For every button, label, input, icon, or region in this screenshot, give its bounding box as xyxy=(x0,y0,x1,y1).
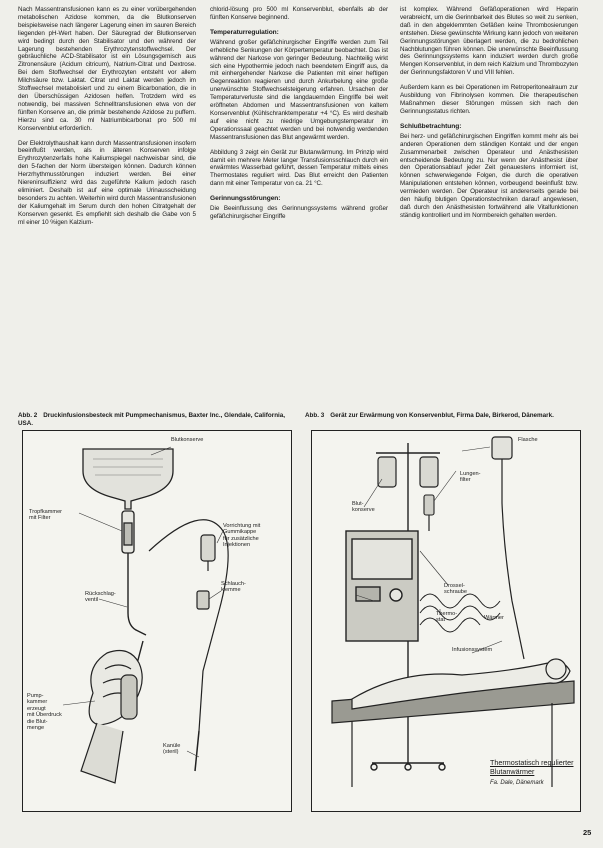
text-column-1 xyxy=(18,6,196,233)
section-heading-temperature: Temperaturregulation: xyxy=(210,28,279,36)
paragraph: ist komplex. Während Gefäßoperationen wird Heparin verabreicht, um die Gerinnbarkeit des Blutes so weit zu senken, daß in den abgeklemmten Gefäßen keine Thrombosierungen entstehen. Diese gewünschte Wirkung kann jedoch von weiteren Gerinnungsstörungen überlagert werden, die zu bedrohlichen Nachblutungen führen können. Die unerwünschte Beeinflussung des Gerinnungssystems kann induziert werden durch große Mengen Konservenblut, in dem reich Kalzium und Thrombozyten der Gerinnungsfaktoren V und VIII fehlen. xyxy=(400,6,578,77)
patient-icon xyxy=(332,659,574,723)
figure-2-illustration xyxy=(22,430,292,812)
figure-number: Abb. 2 xyxy=(18,412,38,419)
figure-number: Abb. 3 xyxy=(305,412,325,419)
label-injection-port: Vorrichtung mit Gummikappe für zusätzliche Injektionen xyxy=(223,523,261,549)
drip-chamber-icon xyxy=(122,511,134,553)
warmer-inset-model: Fa. Dale, Dänemark xyxy=(490,780,544,786)
paragraph: chlorid-lösung pro 500 ml Konservenblut, ebenfalls ab der fünften Konserve beginnend. xyxy=(210,6,388,21)
paragraph: Außerdem kann es bei Operationen im Retroperitonealraum zur Ausbildung von Fibrinolysen kommen. Die therapeutischen Maßnahmen dieser Störungen müssen sich nach den Gerinnungsstatus richten. xyxy=(400,84,578,115)
label-cannula: Kanüle (steril) xyxy=(163,743,181,756)
section-heading-conclusion: Schlußbetrachtung: xyxy=(400,122,462,130)
text-column-3 xyxy=(400,6,578,227)
roller-clamp-icon xyxy=(197,591,209,609)
figure-3-caption xyxy=(305,412,575,420)
label-blood-bag: Blutkonserve xyxy=(171,437,204,443)
paragraph: Die Beeinflussung des Gerinnungssystems während großer gefäßchirurgischer Eingriffe xyxy=(210,205,388,221)
figure-3-illustration xyxy=(311,430,581,812)
label-clamp: Schlauch- klemme xyxy=(221,581,246,594)
paragraph: Während großer gefäßchirurgischer Eingriffe werden zum Teil erhebliche Senkungen der Körpertemperatur beobachtet. Das ist während der Narkose von geringer Bedeutung. Nachteilig wirkt sich eine Hypothermie jedoch nach beendetem Eingriff aus, da mit einhergehender Narkose die Patienten mit einer heftigen Gegenreaktion reagieren und durch Ankurbelung eine große unerwünschte Stoffwechselsteigerung erfahren. Ursachen der Temperaturverluste sind die langdauernden Eingriffe bei weit eröffneten Abdomen und Massentransfusionen von kaltem Konservenblut (Kühlschranktemperatur +4 °C). Es wird deshalb auf eine nicht zu niedrige Umgebungstemperatur im Operationssaal geachtet werden und bei notwendig werdenden Massentransfusionen das Blut angewärmt werden. xyxy=(210,38,388,141)
paragraph: Nach Massentransfusionen kann es zu einer vorübergehenden metabolischen Azidose kommen, da die Blutkonserven beispielsweise nach längerer Lagerung einen im sauren Bereich liegenden pH-Wert haben. Der Säuregrad der Blutkonserven wird bedingt durch den Stabilisator und den während der Lagerung bestehenden Erythrozytenstoffwechsel. Der gebräuchliche ACD-Stabilisator ist ein Lösungsgemisch aus Zitronensäure (Acidum citricum), Natrium-Citrat und Dextrose. Bei dem Stoffwechsel der Erythrozyten entsteht vor allem Milchsäure bzw. Laktat. Citrat und Laktat werden jedoch im Stoffwechsel metabolisiert und zu einem Bicarbonation, die in den Überschüssigen Azidosen helfen. Trotzdem wird es notwendig, bei massiven Schnelltransfusionen etwa von der fünften Konserve an, die primär bestehende Azidose zu puffern. Hierzu sind ca. 30 ml Natriumbicarbonat pro 500 ml Konservenblut erforderlich. xyxy=(18,6,196,132)
needle-icon xyxy=(195,731,199,771)
blood-bottle-icon xyxy=(378,437,512,487)
injection-port-icon xyxy=(201,535,215,571)
figure-2-caption xyxy=(18,412,288,428)
lung-filter-icon xyxy=(424,495,434,515)
label-warmer: Wärmer xyxy=(484,615,504,621)
blood-bag-icon xyxy=(83,449,173,509)
caption-text: Druckinfusionsbesteck mit Pumpmechanismus, Baxter Inc., Glendale, California, USA. xyxy=(18,412,286,427)
label-lung-filter: Lungen- filter xyxy=(460,471,481,484)
section-heading-coagulation: Gerinnungsstörungen: xyxy=(210,195,281,203)
label-throttle-screw: Drossel- schraube xyxy=(444,583,468,596)
page-number: 25 xyxy=(583,828,592,837)
warmer-inset-title: Thermostatisch regulierter Blutanwärmer xyxy=(490,758,574,776)
paragraph: Abbildung 3 zeigt ein Gerät zur Blutanwärmung. Im Prinzip wird damit ein mehrere Meter langer Transfusionsschlauch durch ein erwärmtes Wasserbad geführt, dessen Temperatur mittels eines Thermostates reguliert wird. Das Blut erreicht den Patienten dann mit einer Temperatur von ca. 21 °C. xyxy=(210,148,388,188)
warmer-unit-icon xyxy=(346,531,418,641)
infusion-set-drawing xyxy=(23,431,291,811)
heat-coil-icon xyxy=(420,594,500,632)
label-infusion-system: Infusionssystem xyxy=(452,647,493,653)
label-check-valve: Rückschlag- ventil xyxy=(85,591,116,604)
label-thermostat: Thermo- stat xyxy=(436,611,458,624)
paragraph: Der Elektrolythaushalt kann durch Massentransfusionen insofern beeinflußt werden, als in älteren Konserven infolge Erythrozytenzerfalls hohe Kaliumspiegel nachweisbar sind, die den 5-fachen der Norm übersteigen können. Dadurch können Herzrhythmusstörungen induziert werden. Bei einer Niereninsuffizienz wird das zugeführte Kalium jedoch rasch eliminiert. Deshalb ist auf eine optimale Urinausscheidung besonders zu achten. Weiterhin wird durch Massentransfusionen der Kaliumgehalt im Serum durch den hohen Citratgehalt der Konserven gesenkt. Es empfiehlt sich deshalb die Gabe von 5 ml einer 10 %igen Kalzium- xyxy=(18,139,196,226)
caption-text: Gerät zur Erwärmung von Konservenblut, Firma Dale, Birkerod, Dänemark. xyxy=(330,412,554,419)
label-bottle: Flasche xyxy=(518,437,538,443)
label-pump-chamber: Pump- kammer erzeugt mit Überdruck die Blut- menge xyxy=(27,693,62,732)
infusion-tube-long xyxy=(149,520,228,731)
hand-pump-icon xyxy=(81,651,142,783)
paragraph: Bei herz- und gefäßchirurgischen Eingriffen kommt mehr als bei anderen Operationen dem ständigen Kontakt und der engen Zusammenarbeit zwischen Operateur und Anästhesisten entscheidende Bedeutung zu. Nur wenn der Anästhesist über den Operationsablauf jeder Zeit genauestens informiert ist, können schwerwiegende Folgen, die durch die operativen Manipulationen entstehen können, vorbeugend beeinflußt bzw. vermieden werden. Der Operateur ist andererseits gerade bei den häufig blutigen Operationstechniken darauf angewiesen, daß durch den Anästhesisten fortwährend alle Vitalfunktionen ständig kontrolliert und im Normbereich gehalten werden. xyxy=(400,132,578,219)
infusion-tube xyxy=(128,553,146,635)
text-column-2 xyxy=(210,6,388,228)
label-drip-chamber: Tropfkammer mit Filter xyxy=(29,509,63,522)
label-blood-bag: Blut- konserve xyxy=(352,501,375,514)
